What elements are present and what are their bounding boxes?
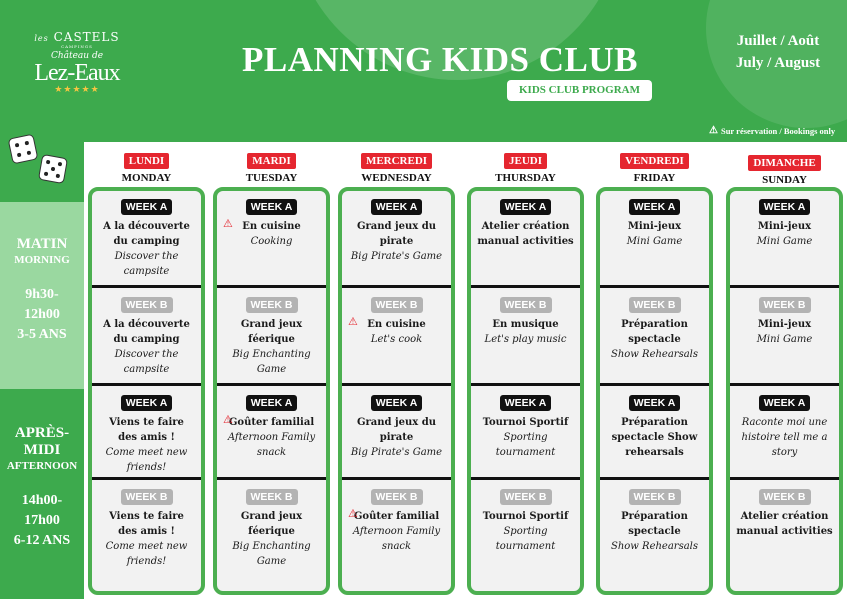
activity-fr: En cuisine — [367, 319, 426, 330]
activity-cell — [600, 195, 709, 249]
cell-divider — [600, 477, 709, 480]
week-a-badge: WEEK A — [629, 199, 681, 215]
morning-time-start: 9h30- — [25, 287, 59, 302]
afternoon-slot-label — [0, 389, 84, 599]
morning-time-end: 12h00 — [24, 307, 60, 322]
cell-divider — [730, 383, 839, 386]
day-label-fr: DIMANCHE — [748, 155, 820, 171]
warning-icon: ⚠ — [709, 125, 718, 136]
day-column-tuesday — [213, 187, 330, 595]
booking-note-text: Sur réservation / Bookings only — [720, 125, 836, 136]
day-header-wednesday — [342, 149, 452, 184]
activity-en: Mini Game — [626, 236, 683, 247]
day-header-monday — [92, 149, 202, 184]
week-a-badge: WEEK A — [371, 395, 423, 411]
activity-en: Let's cook — [370, 334, 423, 345]
activity-en: Mini Game — [756, 236, 813, 247]
activity-fr: A la découverte du camping — [103, 319, 190, 345]
week-b-badge: WEEK B — [759, 297, 811, 313]
week-b-badge: WEEK B — [121, 489, 173, 505]
day-label-en: MONDAY — [121, 172, 172, 184]
activity-cell — [92, 195, 201, 279]
week-a-badge: WEEK A — [371, 199, 423, 215]
activity-cell — [92, 293, 201, 377]
cell-divider — [471, 285, 580, 288]
day-column-thursday — [467, 187, 584, 595]
activity-en: Sporting tournament — [495, 526, 556, 552]
week-a-badge: WEEK A — [759, 395, 811, 411]
day-label-fr: JEUDI — [504, 153, 547, 169]
activity-fr: Viens te faire des amis ! — [109, 417, 184, 443]
cell-divider — [730, 285, 839, 288]
activity-text — [342, 509, 451, 554]
activity-cell — [217, 195, 326, 249]
activity-text — [217, 415, 326, 460]
day-label-fr: MARDI — [247, 153, 296, 169]
activity-fr: Mini-jeux — [757, 319, 812, 330]
morning-slot-label — [0, 202, 84, 389]
activity-text — [471, 415, 580, 460]
activity-text — [730, 509, 839, 539]
activity-en: Raconte moi une histoire tell me a story — [741, 417, 828, 458]
afternoon-fr-1: APRÈS- — [14, 425, 70, 441]
dice-panel — [0, 142, 84, 202]
week-a-badge: WEEK A — [500, 395, 552, 411]
morning-age: 3-5 ANS — [17, 327, 67, 342]
activity-fr: Mini-jeux — [757, 221, 812, 232]
activity-fr: Tournoi Sportif — [482, 511, 569, 522]
activity-en: Big Pirate's Game — [350, 447, 443, 458]
activity-cell — [730, 293, 839, 347]
activity-text — [730, 415, 839, 460]
week-b-badge: WEEK B — [371, 489, 423, 505]
activity-cell — [471, 293, 580, 347]
activity-cell — [600, 391, 709, 460]
day-header-friday — [600, 149, 710, 184]
cell-divider — [342, 285, 451, 288]
afternoon-fr-2: MIDI — [23, 442, 61, 458]
day-label-fr: VENDREDI — [620, 153, 689, 169]
activity-en: Afternoon Family snack — [352, 526, 441, 552]
activity-text — [600, 509, 709, 554]
chateau-lez-eaux-logo — [12, 30, 142, 95]
warning-icon: ⚠ — [223, 413, 233, 426]
activity-en: Cooking — [250, 236, 293, 247]
activity-cell — [217, 391, 326, 460]
activity-text — [730, 317, 839, 347]
dice-icon — [38, 154, 68, 184]
afternoon-age: 6-12 ANS — [13, 533, 71, 548]
activity-text — [92, 509, 201, 569]
activity-text — [217, 219, 326, 249]
cell-divider — [471, 383, 580, 386]
morning-fr: MATIN — [16, 236, 68, 252]
activity-text — [92, 219, 201, 279]
activity-fr: En cuisine — [242, 221, 301, 232]
activity-en: Discover the campsite — [114, 349, 179, 375]
week-a-badge: WEEK A — [500, 199, 552, 215]
activity-en: Show Rehearsals — [610, 349, 699, 360]
cell-divider — [342, 477, 451, 480]
day-label-en: FRIDAY — [633, 172, 676, 184]
activity-fr: Préparation spectacle — [621, 319, 688, 345]
afternoon-time-start: 14h00- — [21, 493, 63, 508]
cell-divider — [600, 383, 709, 386]
cell-divider — [342, 383, 451, 386]
day-label-en: THURSDAY — [495, 172, 556, 184]
activity-text — [217, 317, 326, 377]
activity-cell — [92, 485, 201, 569]
activity-fr: Atelier création manual activities — [477, 221, 574, 247]
week-a-badge: WEEK A — [246, 199, 298, 215]
week-b-badge: WEEK B — [121, 297, 173, 313]
week-b-badge: WEEK B — [371, 297, 423, 313]
activity-cell — [600, 485, 709, 554]
activity-cell — [471, 485, 580, 554]
activity-text — [600, 415, 709, 460]
cell-divider — [92, 477, 201, 480]
activity-en: Mini Game — [756, 334, 813, 345]
logo-brand-prefix: les — [34, 34, 49, 43]
afternoon-time-end: 17h00 — [24, 513, 60, 528]
activity-fr: Goûter familial — [228, 417, 315, 428]
day-column-sunday — [726, 187, 843, 595]
activity-cell — [342, 293, 451, 347]
cell-divider — [471, 477, 580, 480]
logo-stars: ★★★★★ — [54, 85, 100, 95]
activity-fr: Préparation spectacle Show rehearsals — [611, 417, 698, 458]
activity-cell — [217, 485, 326, 569]
activity-en: Big Pirate's Game — [350, 251, 443, 262]
page-subtitle: KIDS CLUB PROGRAM — [507, 80, 652, 101]
activity-fr: Grand jeux féerique — [240, 511, 303, 537]
activity-fr: Préparation spectacle — [621, 511, 688, 537]
activity-text — [600, 317, 709, 362]
logo-brand-name: CASTELS — [53, 30, 120, 44]
week-a-badge: WEEK A — [246, 395, 298, 411]
header-banner — [0, 0, 847, 142]
week-b-badge: WEEK B — [629, 297, 681, 313]
day-column-friday — [596, 187, 713, 595]
activity-cell — [730, 485, 839, 539]
logo-brand — [12, 30, 142, 44]
activity-text — [342, 219, 451, 264]
day-header-sunday — [730, 151, 840, 186]
activity-cell — [92, 391, 201, 475]
day-column-monday — [88, 187, 205, 595]
warning-icon: ⚠ — [348, 315, 358, 328]
activity-fr: Grand jeux du pirate — [357, 221, 436, 247]
day-header-tuesday — [217, 149, 327, 184]
activity-cell — [730, 391, 839, 460]
cell-divider — [600, 285, 709, 288]
week-b-badge: WEEK B — [629, 489, 681, 505]
dice-icon — [8, 134, 39, 165]
day-label-fr: MERCREDI — [361, 153, 432, 169]
activity-en: Discover the campsite — [114, 251, 179, 277]
activity-text — [217, 509, 326, 569]
activity-cell — [342, 485, 451, 554]
day-label-en: SUNDAY — [762, 174, 807, 186]
activity-en: Sporting tournament — [495, 432, 556, 458]
activity-text — [600, 219, 709, 249]
cell-divider — [217, 383, 326, 386]
morning-en: MORNING — [14, 254, 70, 266]
activity-en: Afternoon Family snack — [227, 432, 316, 458]
cell-divider — [217, 477, 326, 480]
week-a-badge: WEEK A — [121, 395, 173, 411]
activity-text — [471, 317, 580, 347]
activity-fr: Viens te faire des amis ! — [109, 511, 184, 537]
activity-cell — [342, 195, 451, 264]
activity-fr: Atelier création manual activities — [736, 511, 833, 537]
activity-text — [92, 415, 201, 475]
activity-text — [342, 415, 451, 460]
logo-chateau: Château de — [50, 51, 104, 61]
day-label-fr: LUNDI — [124, 153, 169, 169]
activity-fr: Goûter familial — [353, 511, 440, 522]
cell-divider — [92, 285, 201, 288]
page-title: PLANNING KIDS CLUB — [242, 40, 638, 79]
week-a-badge: WEEK A — [629, 395, 681, 411]
day-label-en: TUESDAY — [245, 172, 298, 184]
afternoon-en: AFTERNOON — [6, 460, 78, 472]
activity-en: Come meet new friends! — [105, 447, 188, 473]
activity-text — [342, 317, 451, 347]
activity-fr: En musique — [492, 319, 559, 330]
logo-brand-sub: CAMPINGS — [61, 44, 93, 49]
logo-name: Lez-Eaux — [34, 60, 120, 86]
activity-text — [471, 219, 580, 249]
cell-divider — [730, 477, 839, 480]
day-header-thursday — [471, 149, 581, 184]
activity-en: Let's play music — [484, 334, 567, 345]
activity-text — [471, 509, 580, 554]
activity-en: Big Enchanting Game — [232, 349, 311, 375]
activity-fr: A la découverte du camping — [103, 221, 190, 247]
activity-fr: Tournoi Sportif — [482, 417, 569, 428]
cell-divider — [92, 383, 201, 386]
week-b-badge: WEEK B — [759, 489, 811, 505]
activity-fr: Mini-jeux — [627, 221, 682, 232]
week-b-badge: WEEK B — [246, 297, 298, 313]
cell-divider — [217, 285, 326, 288]
activity-cell — [600, 293, 709, 362]
activity-cell — [342, 391, 451, 460]
week-b-badge: WEEK B — [246, 489, 298, 505]
warning-icon: ⚠ — [348, 507, 358, 520]
activity-cell — [730, 195, 839, 249]
activity-en: Big Enchanting Game — [232, 541, 311, 567]
season-en: July / August — [735, 55, 821, 71]
season-fr: Juillet / Août — [736, 33, 820, 49]
activity-cell — [471, 391, 580, 460]
activity-en: Come meet new friends! — [105, 541, 188, 567]
week-a-badge: WEEK A — [121, 199, 173, 215]
activity-text — [730, 219, 839, 249]
activity-fr: Grand jeux du pirate — [357, 417, 436, 443]
season-label — [718, 30, 838, 74]
week-b-badge: WEEK B — [500, 297, 552, 313]
day-label-en: WEDNESDAY — [361, 172, 432, 184]
activity-cell — [217, 293, 326, 377]
activity-cell — [471, 195, 580, 249]
warning-icon: ⚠ — [223, 217, 233, 230]
activity-fr: Grand jeux féerique — [240, 319, 303, 345]
booking-note — [709, 125, 835, 136]
week-b-badge: WEEK B — [500, 489, 552, 505]
week-a-badge: WEEK A — [759, 199, 811, 215]
activity-text — [92, 317, 201, 377]
activity-en: Show Rehearsals — [610, 541, 699, 552]
day-column-wednesday — [338, 187, 455, 595]
